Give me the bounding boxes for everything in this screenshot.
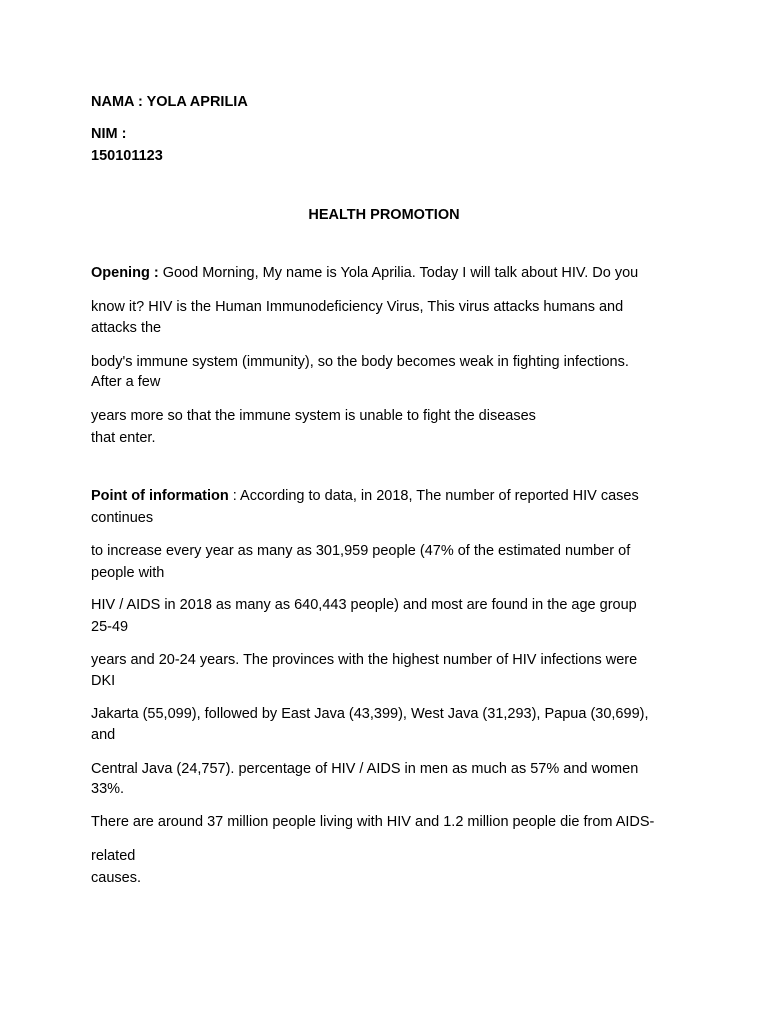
poi-line-4: people with [91,565,165,581]
poi-line-3: to increase every year as many as 301,959 people (47% of the estimated number of [91,543,631,559]
nim-value: 150101123 [91,148,163,164]
opening-line-4: body's immune system (immunity), so the body becomes weak in fighting infections. [91,354,629,370]
poi-line-13: There are around 37 million people living with HIV and 1.2 million people die from AIDS- [91,814,655,830]
opening-line-7: that enter. [91,430,156,446]
poi-line-10: and [91,727,116,743]
opening-line-3: attacks the [91,320,162,336]
poi-line-12: 33%. [91,781,125,797]
student-name: NAMA : YOLA APRILIA [91,94,248,110]
poi-line-7: years and 20-24 years. The provinces with the highest number of HIV infections were [91,652,638,668]
poi-line-5: HIV / AIDS in 2018 as many as 640,443 people) and most are found in the age group [91,597,637,613]
poi-label: Point of information [91,488,229,504]
opening-line-2: know it? HIV is the Human Immunodeficiency Virus, This virus attacks humans and [91,299,624,315]
poi-line-15: causes. [91,870,141,886]
opening-text-1: Good Morning, My name is Yola Aprilia. Today I will talk about HIV. Do you [158,265,639,281]
poi-line-2: continues [91,510,154,526]
opening-line-5: After a few [91,374,161,390]
poi-line-11: Central Java (24,757). percentage of HIV / AIDS in men as much as 57% and women [91,761,639,777]
opening-line-1 [91,266,638,281]
poi-line-1 [91,489,639,504]
opening-line-6: years more so that the immune system is unable to fight the diseases [91,408,536,424]
document-title: HEALTH PROMOTION [308,207,460,223]
poi-line-9: Jakarta (55,099), followed by East Java (43,399), West Java (31,293), Papua (30,699), [91,706,649,722]
poi-line-8: DKI [91,673,116,689]
poi-text-1: : According to data, in 2018, The number of reported HIV cases [228,488,639,504]
poi-line-14: related [91,848,136,864]
poi-line-6: 25-49 [91,619,129,635]
opening-label: Opening : [91,265,159,281]
nim-label: NIM : [91,126,127,142]
